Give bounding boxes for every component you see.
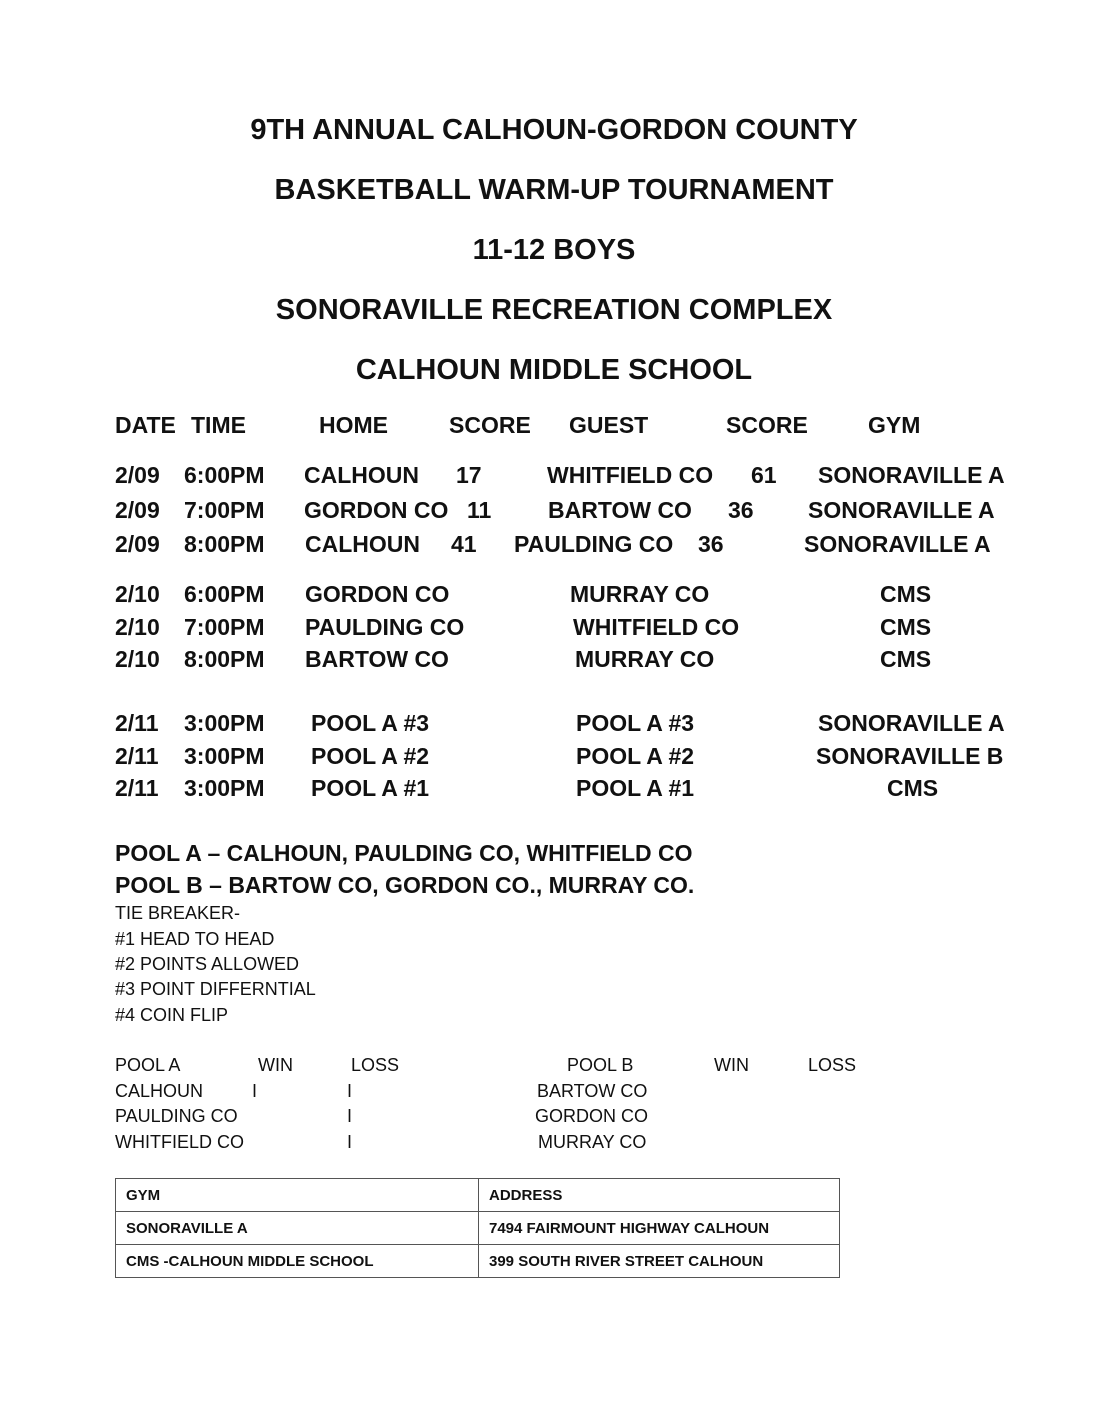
standings-team-loss: I: [347, 1106, 353, 1126]
game-gym: SONORAVILLE B: [816, 743, 1004, 769]
game-time: 8:00PM: [184, 646, 265, 672]
game-date: 2/11: [115, 710, 159, 736]
standings-team-win: I: [252, 1081, 258, 1101]
standings-team-loss: I: [347, 1081, 353, 1101]
header-date: DATE: [115, 412, 176, 438]
game-gym: SONORAVILLE A: [818, 462, 1005, 488]
game-time: 3:00PM: [184, 710, 265, 736]
game-guest: POOL A #2: [576, 743, 695, 769]
game-date: 2/10: [115, 581, 160, 607]
game-guest: MURRAY CO: [570, 581, 710, 607]
game-time: 6:00PM: [184, 581, 265, 607]
game-time: 7:00PM: [184, 497, 265, 523]
header-guest-score: SCORE: [726, 412, 808, 438]
standings-team-name: GORDON CO: [535, 1106, 649, 1126]
table-header-address: ADDRESS: [479, 1179, 840, 1212]
game-home-score: 17: [456, 462, 482, 488]
tie-breaker-rule: #2 POINTS ALLOWED: [115, 954, 300, 974]
title-line-5: CALHOUN MIDDLE SCHOOL: [355, 354, 753, 386]
game-home: PAULDING CO: [305, 614, 465, 640]
game-date: 2/10: [115, 614, 160, 640]
game-time: 8:00PM: [184, 531, 265, 557]
table-cell-gym: SONORAVILLE A: [116, 1212, 479, 1245]
game-time: 3:00PM: [184, 743, 265, 769]
game-gym: SONORAVILLE A: [808, 497, 995, 523]
standings-team-name: PAULDING CO: [115, 1106, 238, 1126]
game-home-score: 41: [451, 531, 477, 557]
title-line-2: BASKETBALL WARM-UP TOURNAMENT: [274, 174, 834, 206]
table-header-gym: GYM: [116, 1179, 479, 1212]
pool-a-teams: POOL A – CALHOUN, PAULDING CO, WHITFIELD CO: [115, 840, 693, 866]
game-home: GORDON CO: [304, 497, 449, 523]
table-cell-address: 399 SOUTH RIVER STREET CALHOUN: [479, 1245, 840, 1278]
standings-team-name: BARTOW CO: [537, 1081, 648, 1101]
standings-a-header-loss: LOSS: [351, 1055, 400, 1075]
table-cell-gym: CMS -CALHOUN MIDDLE SCHOOL: [116, 1245, 479, 1278]
game-time: 7:00PM: [184, 614, 265, 640]
game-gym: CMS: [880, 581, 932, 607]
standings-b-header-pool: POOL B: [567, 1055, 634, 1075]
game-time: 6:00PM: [184, 462, 265, 488]
tie-breaker-title: TIE BREAKER-: [115, 903, 241, 923]
standings-team-loss: I: [347, 1132, 353, 1152]
header-time: TIME: [191, 412, 246, 438]
game-guest-score: 36: [728, 497, 754, 523]
gym-address-table: [115, 1178, 840, 1278]
game-guest: PAULDING CO: [514, 531, 674, 557]
game-guest-score: 36: [698, 531, 724, 557]
standings-team-name: MURRAY CO: [538, 1132, 647, 1152]
standings-team-name: WHITFIELD CO: [115, 1132, 244, 1152]
game-date: 2/09: [115, 531, 160, 557]
game-gym: CMS: [880, 646, 932, 672]
table-row: [116, 1179, 840, 1212]
game-time: 3:00PM: [184, 775, 265, 801]
game-guest: WHITFIELD CO: [573, 614, 740, 640]
game-home: BARTOW CO: [305, 646, 449, 672]
game-home: POOL A #1: [311, 775, 430, 801]
table-cell-address: 7494 FAIRMOUNT HIGHWAY CALHOUN: [479, 1212, 840, 1245]
game-home-score: 11: [467, 497, 492, 523]
pool-b-teams: POOL B – BARTOW CO, GORDON CO., MURRAY CO.: [115, 872, 695, 898]
game-gym: CMS: [880, 614, 932, 640]
header-guest: GUEST: [569, 412, 649, 438]
header-home: HOME: [319, 412, 388, 438]
game-guest: WHITFIELD CO: [547, 462, 714, 488]
game-home: POOL A #3: [311, 710, 430, 736]
game-gym: SONORAVILLE A: [818, 710, 1005, 736]
game-guest: MURRAY CO: [575, 646, 715, 672]
title-line-3: 11-12 BOYS: [472, 234, 636, 266]
header-home-score: SCORE: [449, 412, 531, 438]
game-date: 2/11: [115, 775, 159, 801]
game-guest-score: 61: [751, 462, 777, 488]
table-row: [116, 1212, 840, 1245]
game-guest: POOL A #3: [576, 710, 695, 736]
tie-breaker-rule: #3 POINT DIFFERNTIAL: [115, 979, 316, 999]
standings-b-header-win: WIN: [714, 1055, 749, 1075]
game-home: GORDON CO: [305, 581, 450, 607]
title-line-4: SONORAVILLE RECREATION COMPLEX: [275, 294, 833, 326]
game-gym: CMS: [887, 775, 939, 801]
game-home: CALHOUN: [304, 462, 419, 488]
table-row: [116, 1245, 840, 1278]
game-date: 2/10: [115, 646, 160, 672]
game-guest: BARTOW CO: [548, 497, 692, 523]
standings-team-name: CALHOUN: [115, 1081, 204, 1101]
standings-a-header-win: WIN: [258, 1055, 293, 1075]
game-gym: SONORAVILLE A: [804, 531, 991, 557]
game-date: 2/09: [115, 497, 160, 523]
standings-a-header-pool: POOL A: [115, 1055, 181, 1075]
standings-b-header-loss: LOSS: [808, 1055, 857, 1075]
game-home: POOL A #2: [311, 743, 430, 769]
title-line-1: 9TH ANNUAL CALHOUN-GORDON COUNTY: [250, 114, 858, 146]
game-guest: POOL A #1: [576, 775, 695, 801]
header-gym: GYM: [868, 412, 921, 438]
game-home: CALHOUN: [305, 531, 420, 557]
tie-breaker-rule: #1 HEAD TO HEAD: [115, 929, 275, 949]
tie-breaker-rule: #4 COIN FLIP: [115, 1005, 229, 1025]
game-date: 2/09: [115, 462, 160, 488]
game-date: 2/11: [115, 743, 159, 769]
